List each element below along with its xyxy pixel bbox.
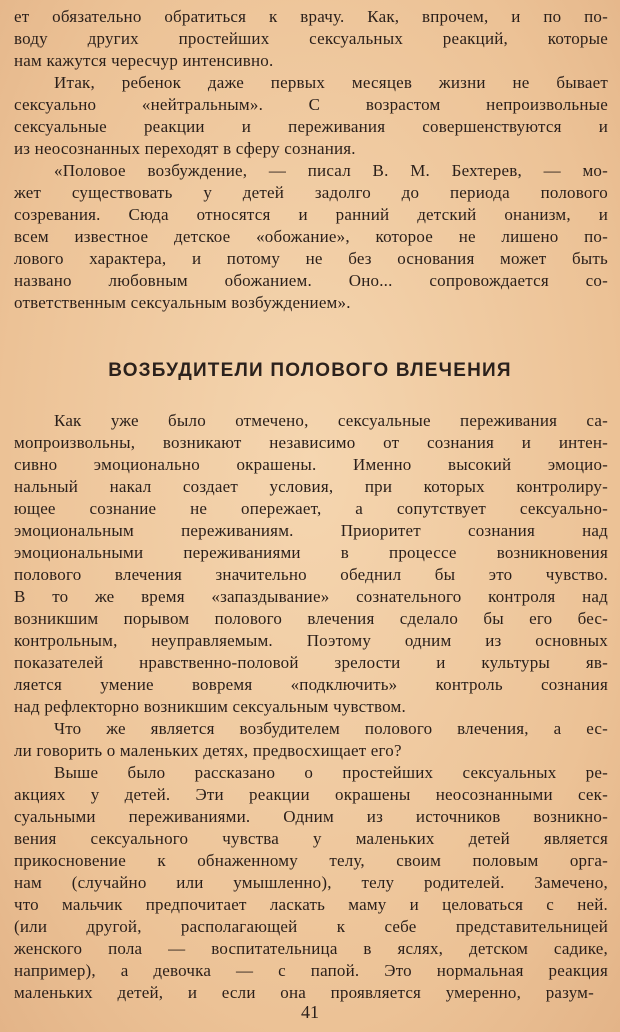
- text-line: нальный накал создает условия, при которых контролиру-: [14, 477, 608, 496]
- text-line: вения сексуального чувства у маленьких детей является: [14, 829, 608, 848]
- text-line: женского пола — воспитательница в яслях, детском садике,: [14, 939, 608, 958]
- text-line: ли говорить о маленьких детях, предвосхищает его?: [14, 741, 402, 760]
- text-line: (или другой, располагающей к себе представительницей: [14, 917, 608, 936]
- text-line: Итак, ребенок даже первых месяцев жизни не бывает: [54, 73, 608, 92]
- text-line: ющее сознание не опережает, а сопутствует сексуально-: [14, 499, 608, 518]
- text-line: лового характера, и потому не без основания может быть: [14, 249, 608, 268]
- text-line: полового влечения значительно обеднил бы это чувство.: [14, 565, 608, 584]
- text-line: Что же является возбудителем полового влечения, а ес-: [54, 719, 608, 738]
- text-line: жет существовать у детей задолго до периода полового: [14, 183, 608, 202]
- text-line: Как уже было отмечено, сексуальные переживания са-: [54, 411, 608, 430]
- text-line: что мальчик предпочитает ласкать маму и целоваться с ней.: [14, 895, 608, 914]
- page-number: 41: [301, 1002, 319, 1022]
- text-line: Выше было рассказано о простейших сексуальных ре-: [54, 763, 608, 782]
- text-line: эмоциональными переживаниями в процессе возникновения: [14, 543, 608, 562]
- text-line: ляется умение вовремя «подключить» контроль сознания: [14, 675, 608, 694]
- text-line: «Половое возбуждение, — писал В. М. Бехтерев, — мо-: [54, 161, 608, 180]
- text-line: суальными переживаниями. Одним из источников возникно-: [14, 807, 608, 826]
- text-line: ответственным сексуальным возбуждением».: [14, 293, 351, 312]
- text-line: созревания. Сюда относятся и ранний детский онанизм, и: [14, 205, 608, 224]
- text-line: ет обязательно обратиться к врачу. Как, впрочем, и по по-: [14, 7, 608, 26]
- text-line: В то же время «запаздывание» сознательного контроля над: [14, 587, 608, 606]
- text-line: возникшим порывом полового влечения сделало бы его бес-: [14, 609, 608, 628]
- text-line: например), а девочка — с папой. Это нормальная реакция: [14, 961, 608, 980]
- text-line: контрольным, неуправляемым. Поэтому одним из основных: [14, 631, 608, 650]
- text-line: воду других простейших сексуальных реакций, которые: [14, 29, 608, 48]
- text-line: маленьких детей, и если она проявляется умеренно, разум-: [14, 983, 594, 1002]
- text-line: прикосновение к обнаженному телу, своим половым орга-: [14, 851, 608, 870]
- text-line: из неосознанных переходят в сферу сознания.: [14, 139, 356, 158]
- text-line: нам кажутся чересчур интенсивно.: [14, 51, 274, 70]
- text-line: сексуально «нейтральным». С возрастом непроизвольные: [14, 95, 608, 114]
- text-line: сексуальные реакции и переживания совершенствуются и: [14, 117, 608, 136]
- text-line: акциях у детей. Эти реакции окрашены неосознанными сек-: [14, 785, 608, 804]
- text-line: сивно эмоционально окрашены. Именно высокий эмоцио-: [14, 455, 608, 474]
- text-line: эмоциональным переживаниям. Приоритет сознания над: [14, 521, 608, 540]
- text-line: нам (случайно или умышленно), телу родителей. Замечено,: [14, 873, 608, 892]
- text-line: названо любовным обожанием. Оно... сопровождается со-: [14, 271, 608, 290]
- text-line: показателей нравственно-половой зрелости и культуры яв-: [14, 653, 608, 672]
- text-line: всем известное детское «обожание», которое не лишено по-: [14, 227, 608, 246]
- text-line: над рефлекторно возникшим сексуальным чувством.: [14, 697, 406, 716]
- section-heading: ВОЗБУДИТЕЛИ ПОЛОВОГО ВЛЕЧЕНИЯ: [108, 360, 512, 381]
- text-line: мопроизвольны, возникают независимо от сознания и интен-: [14, 433, 608, 452]
